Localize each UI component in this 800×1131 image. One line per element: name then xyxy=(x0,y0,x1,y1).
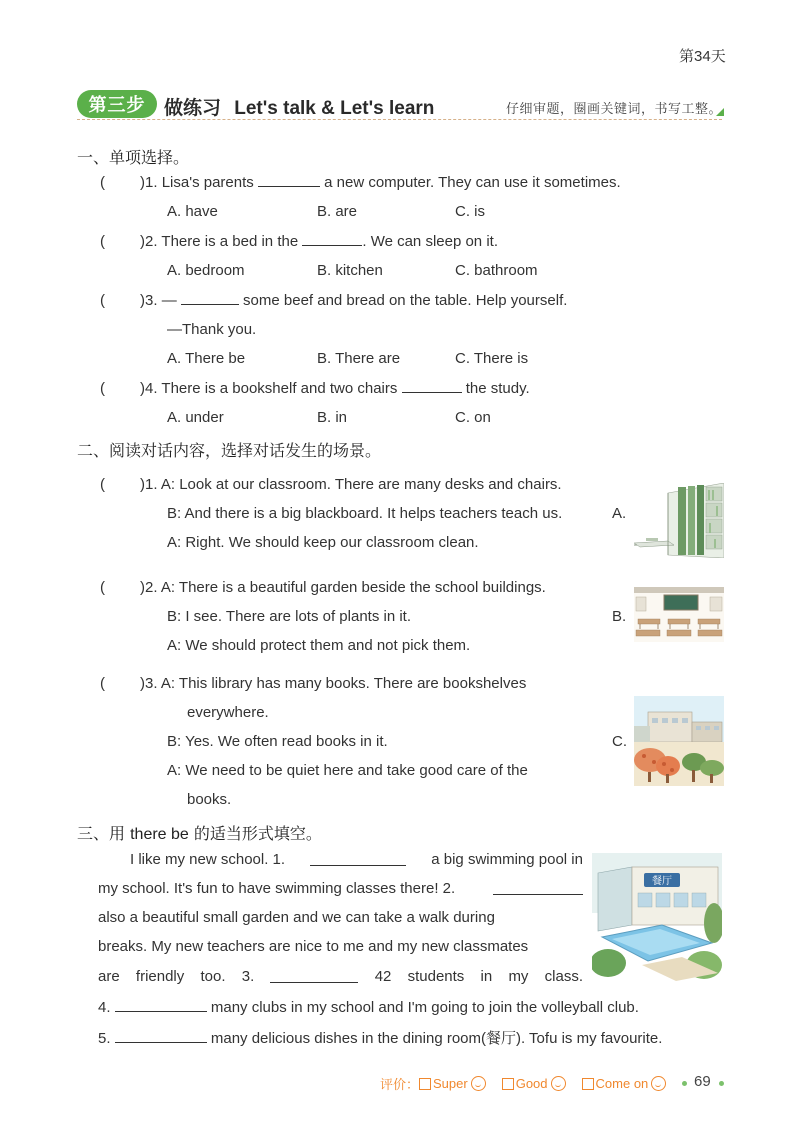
scene-label-c: C. xyxy=(612,733,627,750)
cloze-line-3 xyxy=(98,909,583,926)
dialog-2-line-2: B: I see. There are lots of plants in it. xyxy=(167,608,412,625)
option-come-on-label: Come on xyxy=(595,1076,649,1091)
cloze-line-4: 4. many clubs in my school and I'm going to join the volleyball club. xyxy=(98,999,639,1016)
dialog-3-line-5: books. xyxy=(187,791,232,808)
school-dining-pool-illustration xyxy=(592,853,722,981)
dialog-2-line-3: A: We should protect them and not pick them. xyxy=(167,637,471,654)
q1-option-b: B. are xyxy=(317,203,358,220)
cloze-text: 3. xyxy=(241,968,255,985)
q4-option-b: B. in xyxy=(317,409,348,426)
smiling-face-icon xyxy=(551,1076,566,1091)
smiley-face-icon xyxy=(651,1076,666,1091)
question-4: )4. There is a bookshelf and two chairs the study. xyxy=(140,380,530,397)
classroom-illustration xyxy=(634,587,724,642)
answer-blank[interactable] xyxy=(258,186,320,187)
answer-blank[interactable] xyxy=(115,997,207,1012)
answer-paren-open: ( xyxy=(100,174,105,191)
day-label: 第34天 xyxy=(679,47,726,65)
question-1: )1. Lisa's parents a new computer. They can use it sometimes. xyxy=(140,174,621,191)
checkbox-come-on[interactable] xyxy=(582,1078,594,1090)
answer-paren-open: ( xyxy=(100,233,105,250)
library-illustration xyxy=(634,483,724,558)
header-divider xyxy=(77,119,722,120)
dialog-1-line-3: A: Right. We should keep our classroom clean. xyxy=(167,534,479,551)
answer-blank[interactable] xyxy=(493,880,583,895)
answer-paren-open: ( xyxy=(100,380,105,397)
cloze-text: in xyxy=(480,968,493,985)
q1-option-a: A. have xyxy=(167,203,218,220)
cloze-text: my school. It's fun to have swimming classes there! 2. xyxy=(98,880,456,897)
dialog-1-line-2: B: And there is a big blackboard. It helps teachers teach us. xyxy=(167,505,563,522)
cloze-text: class. xyxy=(544,968,583,985)
option-good-label: Good xyxy=(515,1076,548,1091)
scene-label-b: B. xyxy=(612,608,627,625)
checkbox-good[interactable] xyxy=(502,1078,514,1090)
q2-option-b: B. kitchen xyxy=(317,262,383,279)
dialog-3-line-4: A: We need to be quiet here and take good care of the xyxy=(167,762,528,779)
q4-option-a: A. under xyxy=(167,409,224,426)
cloze-line-4 xyxy=(98,938,583,955)
cloze-line-5: 5. many delicious dishes in the dining room(餐厅). Tofu is my favourite. xyxy=(98,1030,663,1047)
cloze-text: too. xyxy=(200,968,226,985)
cloze-text: students xyxy=(407,968,465,985)
q3-option-c: C. There is xyxy=(455,350,529,367)
dialog-2-line-1: )2. A: There is a beautiful garden beside the school buildings. xyxy=(140,579,546,596)
dialog-3-line-1: )3. A: This library has many books. There are bookshelves xyxy=(140,675,527,692)
scene-label-a: A. xyxy=(612,505,627,522)
cloze-text: I like my new school. 1. xyxy=(130,851,286,868)
answer-blank[interactable] xyxy=(181,304,239,305)
tip-corner-mark xyxy=(716,108,724,116)
evaluation-row xyxy=(380,1074,666,1093)
answer-paren-open: ( xyxy=(100,579,105,596)
dialog-1-line-1: )1. A: Look at our classroom. There are many desks and chairs. xyxy=(140,476,562,493)
q3-reply: —Thank you. xyxy=(167,321,257,338)
answer-paren-open: ( xyxy=(100,675,105,692)
cloze-text: my xyxy=(508,968,529,985)
answer-paren-open: ( xyxy=(100,476,105,493)
section3-title: 三、用 there be 的适当形式填空。 xyxy=(77,824,322,843)
step-badge: 第三步 xyxy=(77,90,157,118)
cloze-text: also a beautiful small garden and we can take a walk during xyxy=(98,909,495,926)
dining-room-sign: 餐厅 xyxy=(652,876,672,887)
q2-option-a: A. bedroom xyxy=(167,262,245,279)
answer-blank[interactable] xyxy=(402,392,462,393)
answer-blank[interactable] xyxy=(310,851,406,866)
option-super-label: Super xyxy=(433,1076,468,1091)
step-title: 做练习 Let's talk & Let's learn xyxy=(164,97,435,119)
q2-option-c: C. bathroom xyxy=(455,262,538,279)
answer-blank[interactable] xyxy=(302,245,362,246)
answer-blank[interactable] xyxy=(270,968,358,983)
q3-option-b: B. There are xyxy=(317,350,401,367)
header-tip: 仔细审题，圈画关键词，书写工整。 xyxy=(506,102,723,117)
laughing-face-icon xyxy=(471,1076,486,1091)
cloze-text: a big swimming pool in xyxy=(431,851,583,868)
q1-option-c: C. is xyxy=(455,203,485,220)
dialog-3-line-2: everywhere. xyxy=(187,704,269,721)
dialog-3-line-3: B: Yes. We often read books in it. xyxy=(167,733,388,750)
question-2: )2. There is a bed in the . We can sleep on it. xyxy=(140,233,498,250)
page-dot-left xyxy=(682,1081,687,1086)
cloze-text: are xyxy=(98,968,120,985)
cloze-text: friendly xyxy=(135,968,185,985)
section2-title: 二、阅读对话内容，选择对话发生的场景。 xyxy=(77,441,382,460)
q3-option-a: A. There be xyxy=(167,350,246,367)
question-3: )3. — some beef and bread on the table. Help yourself. xyxy=(140,292,568,309)
garden-illustration xyxy=(634,696,724,786)
q4-option-c: C. on xyxy=(455,409,491,426)
checkbox-super[interactable] xyxy=(419,1078,431,1090)
evaluation-label: 评价： xyxy=(380,1077,420,1092)
section1-title: 一、单项选择。 xyxy=(77,148,190,167)
cloze-line-1 xyxy=(130,851,583,868)
page-number: 69 xyxy=(694,1073,711,1090)
cloze-text: breaks. My new teachers are nice to me and my new classmates xyxy=(98,938,529,955)
cloze-text: 42 xyxy=(374,968,392,985)
cloze-line-5 xyxy=(98,968,583,985)
answer-paren-open: ( xyxy=(100,292,105,309)
cloze-line-2 xyxy=(98,880,583,897)
answer-blank[interactable] xyxy=(115,1028,207,1043)
page-dot-right xyxy=(719,1081,724,1086)
